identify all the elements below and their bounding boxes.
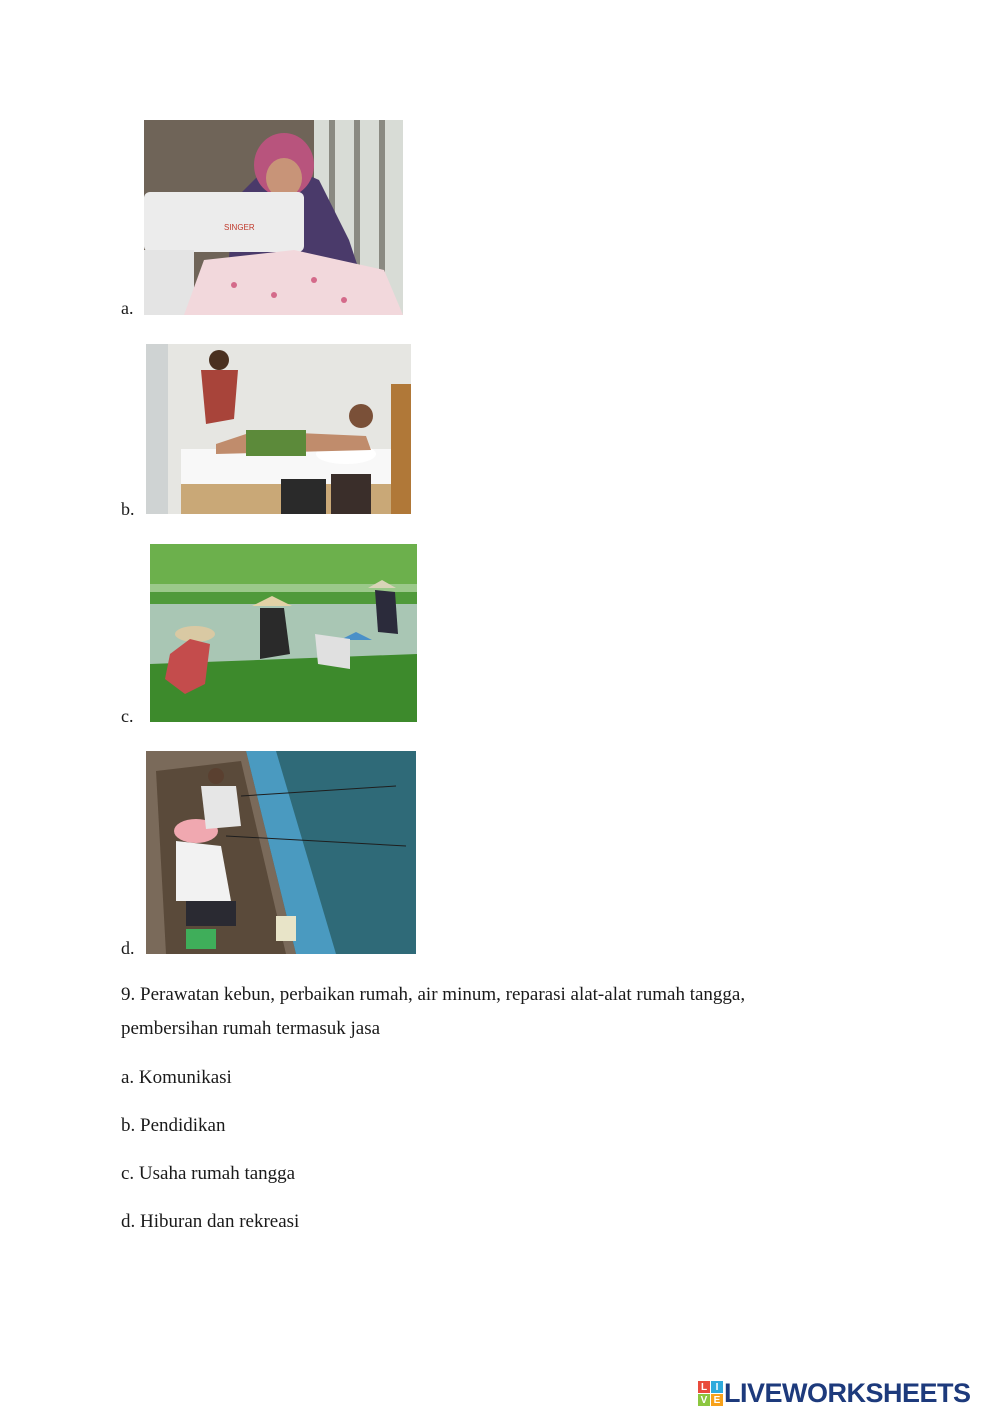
rice-planting-photo bbox=[150, 544, 417, 722]
massage-photo bbox=[146, 344, 411, 514]
logo-tile-i: I bbox=[711, 1381, 723, 1393]
logo-tile-l: L bbox=[698, 1381, 710, 1393]
liveworksheets-logo[interactable] bbox=[698, 1378, 994, 1408]
logo-text: LIVEWORKSHEETS bbox=[724, 1377, 971, 1408]
logo-tile-e: E bbox=[711, 1394, 723, 1406]
option-c-label: c. bbox=[121, 706, 134, 726]
fishing-boat-photo bbox=[146, 751, 416, 954]
answer-option-d[interactable]: d. Hiburan dan rekreasi bbox=[121, 1211, 300, 1232]
option-d-label: d. bbox=[121, 938, 135, 958]
logo-tile-v: V bbox=[698, 1394, 710, 1406]
svg-text:SINGER: SINGER bbox=[224, 223, 255, 232]
answer-option-a[interactable]: a. Komunikasi bbox=[121, 1067, 232, 1088]
option-a-label: a. bbox=[121, 298, 134, 318]
sewing-photo bbox=[144, 120, 403, 315]
answer-option-b[interactable]: b. Pendidikan bbox=[121, 1115, 226, 1136]
question-line-1: 9. Perawatan kebun, perbaikan rumah, air minum, reparasi alat-alat rumah tangga, bbox=[121, 984, 746, 1005]
answer-option-c[interactable]: c. Usaha rumah tangga bbox=[121, 1163, 296, 1184]
option-b-label: b. bbox=[121, 499, 135, 519]
logo-tiles-icon bbox=[698, 1381, 722, 1405]
question-line-2: pembersihan rumah termasuk jasa bbox=[121, 1018, 381, 1039]
